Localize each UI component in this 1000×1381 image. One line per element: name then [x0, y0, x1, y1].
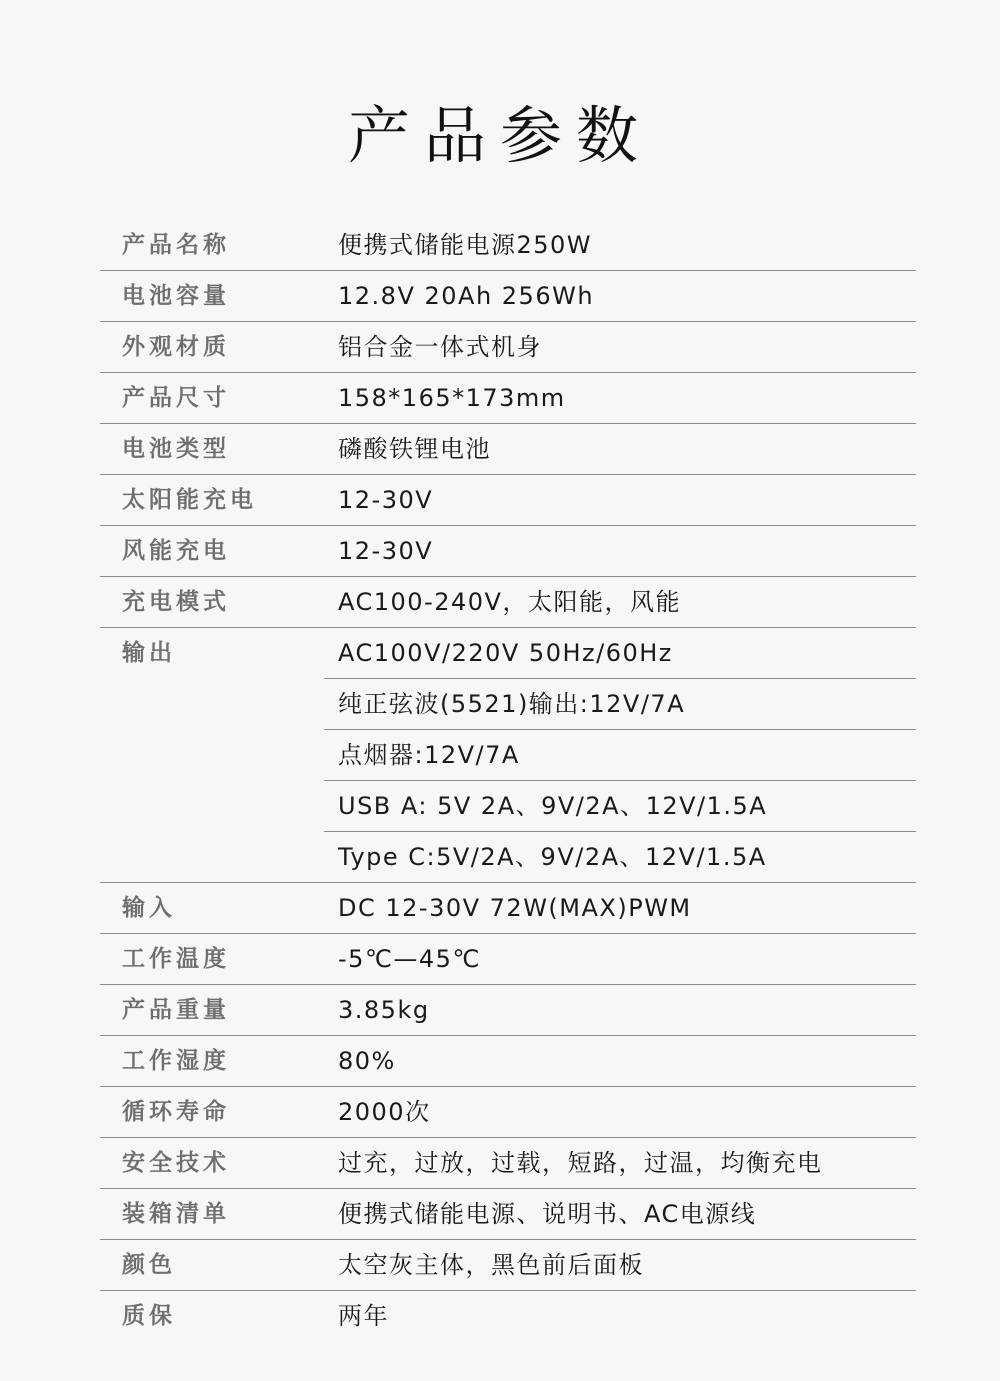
spec-row: [100, 1189, 916, 1240]
spec-label: 产品尺寸: [122, 385, 230, 411]
spec-value: 太空灰主体，黑色前后面板: [338, 1251, 644, 1279]
spec-value: 便携式储能电源、说明书、AC电源线: [338, 1200, 757, 1228]
spec-label: 质保: [122, 1303, 176, 1329]
spec-value: 过充，过放，过载，短路，过温，均衡充电: [338, 1149, 823, 1177]
spec-label: 工作湿度: [122, 1048, 230, 1074]
spec-value: USB A: 5V 2A、9V/2A、12V/1.5A: [324, 781, 916, 832]
spec-row: [100, 628, 916, 883]
spec-value: 磷酸铁锂电池: [338, 435, 491, 463]
spec-values: [324, 1291, 916, 1341]
spec-label: 太阳能充电: [122, 487, 257, 513]
spec-label: 装箱清单: [122, 1201, 230, 1227]
spec-label: 电池类型: [122, 436, 230, 462]
spec-row: [100, 985, 916, 1036]
spec-values: [324, 1189, 916, 1239]
spec-row: [100, 526, 916, 577]
spec-value: AC100-240V，太阳能，风能: [338, 588, 681, 616]
spec-value: 12.8V 20Ah 256Wh: [338, 282, 595, 310]
spec-values: [324, 628, 916, 882]
spec-values: [324, 1087, 916, 1137]
spec-value: 便携式储能电源250W: [338, 231, 593, 259]
spec-row: [100, 1036, 916, 1087]
spec-value: 158*165*173mm: [338, 384, 566, 412]
spec-values: [324, 373, 916, 423]
spec-value: 2000次: [338, 1098, 431, 1126]
spec-row: [100, 1087, 916, 1138]
spec-values: [324, 220, 916, 270]
spec-row: [100, 424, 916, 475]
spec-values: [324, 271, 916, 321]
spec-values: [324, 322, 916, 372]
spec-label: 充电模式: [122, 589, 230, 615]
spec-label: 输出: [122, 640, 176, 666]
spec-values: [324, 883, 916, 933]
spec-row: [100, 883, 916, 934]
spec-row: [100, 475, 916, 526]
spec-value: 点烟器:12V/7A: [324, 730, 916, 781]
spec-value: 12-30V: [338, 486, 434, 514]
spec-value: 铝合金一体式机身: [338, 333, 542, 361]
spec-row: [100, 1138, 916, 1189]
spec-label: 颜色: [122, 1252, 176, 1278]
spec-values: [324, 1036, 916, 1086]
spec-row: [100, 1240, 916, 1291]
spec-value: 80%: [338, 1047, 396, 1075]
spec-value: 12-30V: [338, 537, 434, 565]
spec-value: 3.85kg: [338, 996, 430, 1024]
spec-label: 外观材质: [122, 334, 230, 360]
spec-row: [100, 1291, 916, 1341]
spec-label: 产品名称: [122, 232, 230, 258]
spec-label: 输入: [122, 895, 176, 921]
spec-label: 产品重量: [122, 997, 230, 1023]
spec-values: [324, 475, 916, 525]
spec-row: [100, 934, 916, 985]
spec-value: AC100V/220V 50Hz/60Hz: [324, 628, 916, 679]
spec-label: 风能充电: [122, 538, 230, 564]
spec-table: [100, 220, 916, 1341]
spec-values: [324, 985, 916, 1035]
spec-value: DC 12-30V 72W(MAX)PWM: [338, 894, 692, 922]
spec-values: [324, 1138, 916, 1188]
spec-values: [324, 526, 916, 576]
spec-value: 纯正弦波(5521)输出:12V/7A: [324, 679, 916, 730]
spec-row: [100, 577, 916, 628]
spec-label: 电池容量: [122, 283, 230, 309]
spec-value: Type C:5V/2A、9V/2A、12V/1.5A: [338, 843, 767, 871]
spec-value: 两年: [338, 1302, 389, 1330]
spec-label: 循环寿命: [122, 1099, 230, 1125]
spec-value: -5℃—45℃: [338, 945, 481, 973]
spec-label: 安全技术: [122, 1150, 230, 1176]
spec-row: [100, 322, 916, 373]
spec-values: [324, 934, 916, 984]
spec-values: [324, 424, 916, 474]
spec-values: [324, 577, 916, 627]
spec-row: [100, 373, 916, 424]
spec-row: [100, 271, 916, 322]
spec-row: [100, 220, 916, 271]
spec-label: 工作温度: [122, 946, 230, 972]
page-title: 产品参数: [347, 99, 652, 172]
spec-values: [324, 1240, 916, 1290]
